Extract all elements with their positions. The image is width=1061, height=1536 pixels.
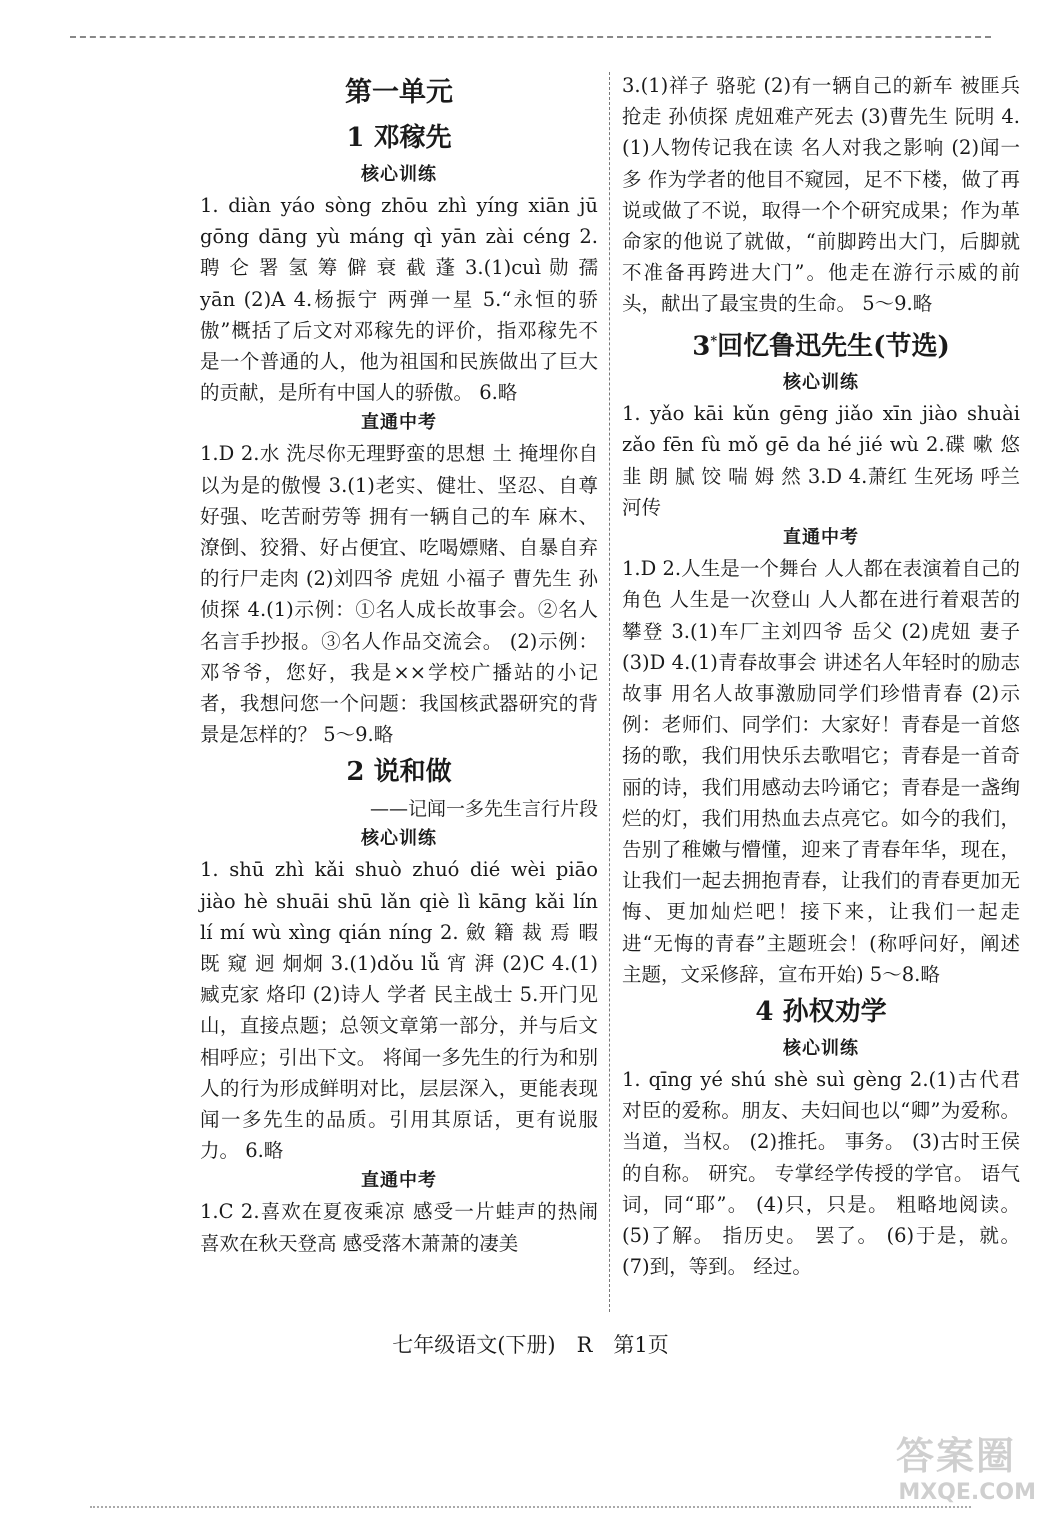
lesson-1-core-heading: 核心训练: [361, 164, 437, 185]
lesson-3-title: [622, 320, 1020, 369]
lesson-1-exam-heading: 直通中考: [361, 412, 437, 434]
lesson-1-title: 1 邓稼先: [346, 123, 452, 153]
top-dashed-rule: [70, 36, 991, 38]
watermark-logo: [896, 1432, 1036, 1522]
lesson-4-core-answers: 1. qīng yé shú shè suì gèng 2.(1)古代君对臣的爱称。朋友、夫妇间也以“卿”为爱称。 当道，当权。 (2)推托。 事务。 (3)古时王侯的自称。 研究。 专掌经学传授的学官。 语气词，同“耶”。 (4)只，只是。 粗略地阅读。 (5)了解。 指历史。 罢了。 (6)于是，就。 (7)到，等到。 经过。: [622, 1067, 1020, 1279]
bottom-dotted-rule: [90, 1506, 971, 1508]
lesson-4-title: 4 孙权劝学: [755, 996, 887, 1027]
lesson-2-exam-heading: 直通中考: [361, 1170, 437, 1192]
lesson-3-star: *: [710, 333, 718, 349]
right-column: [622, 70, 1020, 1282]
left-column: [200, 70, 598, 1259]
lesson-3-exam-heading: 直通中考: [783, 527, 859, 549]
lesson-2-core-heading: 核心训练: [361, 828, 437, 850]
lesson-3-core-answers: 1. yǎo kāi kǔn gēng jiǎo xīn jiào shuài zǎo fēn fù mǒ gē da hé jié wù 2.碟 嗽 悠 韭 朗 腻 饺 喘 姆 然 3.D 4.萧红 生死场 呼兰河传: [622, 402, 1020, 519]
lesson-1-exam-answers: 1.D 2.水 洗尽你无理野蛮的思想 土 掩埋你自以为是的傲慢 3.(1)老实、健壮、坚忍、自尊好强、吃苦耐劳等 拥有一辆自己的车 麻木、潦倒、狡猾、好占便宜、吃喝嫖赌、自暴自弃的行尸走肉 (2)刘四爷 虎妞 小福子 曹先生 孙侦探 4.(1)示例：①名人成长故事会。②名人名言手抄报。③名人作品交流会。 (2)示例：邓爷爷，您好，我是××学校广播站的小记者，我想问您一个问题：我国核武器研究的背景是怎样的？ 5～9.略: [200, 442, 598, 747]
unit-title: 第一单元: [345, 77, 453, 108]
lesson-3-exam-answers: 1.D 2.人生是一个舞台 人人都在表演着自己的角色 人生是一次登山 人人都在进行着艰苦的攀登 3.(1)车厂主刘四爷 岳父 (2)虎妞 妻子 (3)D 4.(1)青春故事会 讲述名人年轻时的励志故事 用名人故事激励同学们珍惜青春 (2)示例：老师们、同学们：大家好！青春是一首悠扬的歌，我们用快乐去歌唱它；青春是一首奇丽的诗，我们用感动去吟诵它；青春是一盏绚烂的灯，我们用热血去点亮它。如今的我们，告别了稚嫩与懵懂，迎来了青春年华，现在，让我们一起去拥抱青春，让我们的青春更加无悔、更加灿烂吧！接下来，让我们一起走进“无悔的青春”主题班会！(称呼问好，阐述主题，文采修辞，宣布开始) 5～8.略: [622, 557, 1020, 986]
column-divider: [609, 72, 610, 1312]
lesson-2-title: 2 说和做: [346, 757, 452, 788]
lesson-4-core-heading: 核心训练: [783, 1037, 859, 1059]
lesson-3-title-text: 回忆鲁迅先生(节选): [717, 331, 950, 362]
lesson-1-core-answers: 1. diàn yáo sòng zhōu zhì yíng xiān jū gōng dāng yù máng qì yān zài céng 2. 聘 仑 署 氢 筹 僻 衰 截 蓬 3.(1)cuì 勋 孺 yān (2)A 4.杨振宁 两弹一星 5.“永恒的骄傲”概括了后文对邓稼先的评价，指邓稼先不是一个普通的人，他为祖国和民族做出了巨大的贡献，是所有中国人的骄傲。 6.略: [200, 194, 598, 405]
lesson-2-exam-continued: 3.(1)祥子 骆驼 (2)有一辆自己的新车 被匪兵抢走 孙侦探 虎妞难产死去 (3)曹先生 阮明 4.(1)人物传记我在读 名人对我之影响 (2)闻一多 作为学者的他目不窥园，足不下楼，做了再说或做了不说，取得一个个研究成果；作为革命家的他说了就做，“前脚跨出大门，后脚就不准备再跨进大门”。他走在游行示威的前头，献出了最宝贵的生命。 5～9.略: [622, 74, 1020, 316]
lesson-3-number: 3: [692, 331, 711, 362]
lesson-2-exam-answers: 1.C 2.喜欢在夏夜乘凉 感受一片蛙声的热闹 喜欢在秋天登高 感受落木萧萧的凄美: [200, 1200, 598, 1255]
lesson-2-subtitle: ——记闻一多先生言行片段: [369, 798, 598, 821]
watermark-logo-text: 答案圈: [896, 1434, 1017, 1478]
watermark-url: MXQE.COM: [898, 1480, 1036, 1505]
lesson-3-core-heading: 核心训练: [783, 372, 859, 394]
page-footer: 七年级语文(下册) R 第1页: [392, 1333, 669, 1357]
lesson-2-core-answers: 1. shū zhì kǎi shuò zhuó dié wèi piāo jiào hè shuāi shū lǎn qiè lì kāng kǎi lín lí mí wù xìng qián níng 2. 斂 籍 裁 焉 暇 既 窥 迥 炯炯 3.(1)dǒu lǚ 宵 湃 (2)C 4.(1)臧克家 烙印 (2)诗人 学者 民主战士 5.开门见山，直接点题；总领文章第一部分，并与后文相呼应；引出下文。 将闻一多先生的行为和别人的行为形成鲜明对比，层层深入，更能表现闻一多先生的品质。引用其原话，更有说服力。 6.略: [200, 858, 598, 1163]
